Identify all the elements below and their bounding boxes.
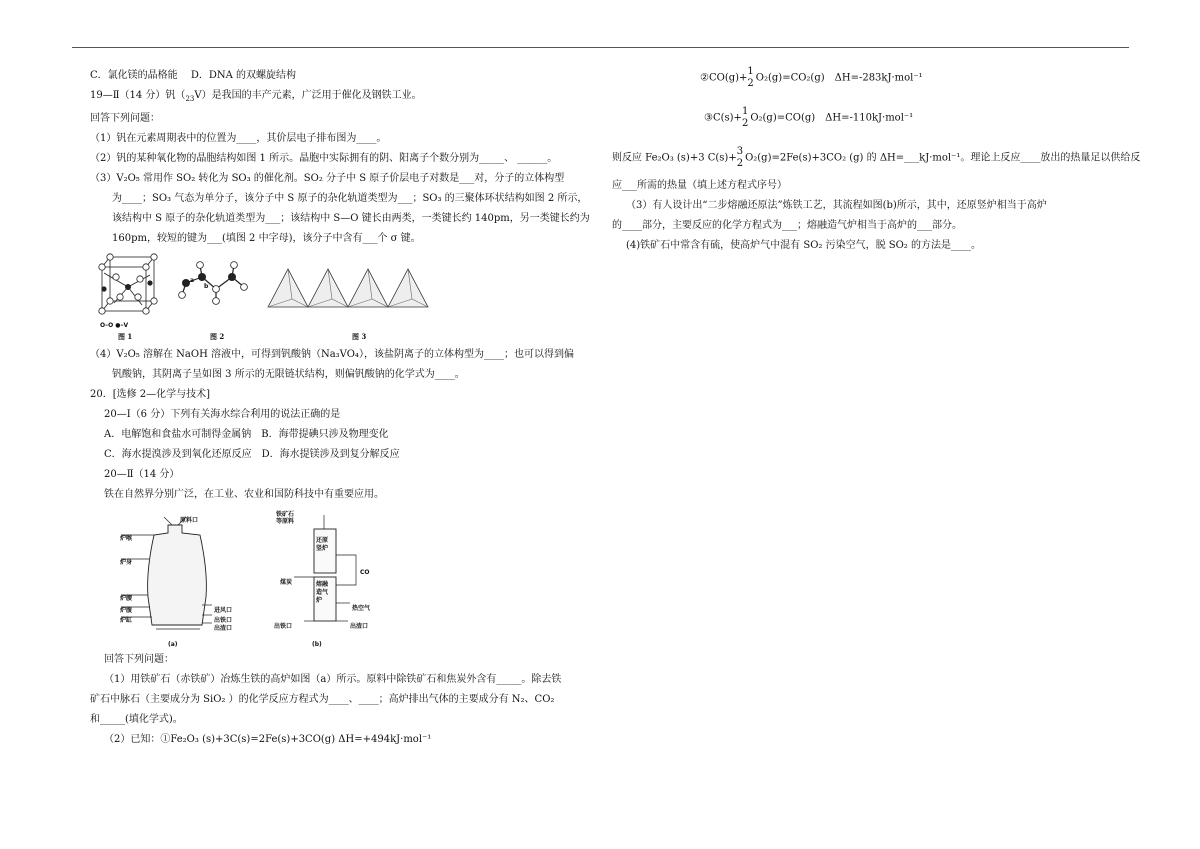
text-line: （3）有人设计出“二步熔融还原法”炼铁工艺，其流程如图(b)所示，其中，还原竖炉相当于高炉 (626, 200, 1047, 211)
text-line: 回答下列问题： (90, 113, 160, 124)
furnace-b-box2: 熔融造气炉 (316, 581, 329, 604)
figure-2-label-a: a (190, 277, 195, 284)
furnace-a-label-top: 原料口 (180, 517, 199, 524)
top-rule (72, 47, 1129, 48)
furnace-b-label-top: 铁矿石 等原料 (276, 511, 295, 525)
text-line: （1）用铁矿石（赤铁矿）冶炼生铁的高炉如图（a）所示。原料中除铁矿石和焦炭外含有_____。除去铁 (104, 674, 562, 685)
text-line: 为____；SO₃ 气态为单分子，该分子中 S 原子的杂化轨道类型为___；SO₃ 的三聚体环状结构如图 2 所示， (112, 193, 588, 204)
furnace-a-label: 出铁口 (214, 617, 233, 624)
equation-4: 则反应 Fe₂O₃ (s)+3 C(s)+ 3 2 O₂(g)=2Fe(s)+3CO₂ (g) 的 ΔH=___kJ·mol⁻¹。理论上反应____放出的热量足以供给反 (612, 146, 1141, 169)
left-column (90, 66, 600, 750)
figure-1-unit-cell (94, 253, 160, 315)
text-line: (4)铁矿石中常含有硫，使高炉气中混有 SO₂ 污染空气，脱 SO₂ 的方法是____。 (626, 240, 981, 251)
furnace-b-co: CO (360, 569, 370, 576)
furnace-b-box1: 还原竖炉 (316, 537, 329, 552)
furnace-b-slag: 出渣口 (350, 623, 369, 630)
figure-a-caption: (a) (168, 641, 178, 648)
furnace-b-coal: 煤炭 (280, 579, 293, 586)
furnace-a-label: 炉缸 (120, 617, 133, 624)
text-line: 回答下列问题： (104, 654, 174, 665)
section-20-heading: 20．[选修 2—化学与技术] (90, 389, 211, 400)
equation-3: ③C(s)+ 1 2 O₂(g)=CO(g) ΔH=-110kJ·mol⁻¹ (704, 106, 914, 129)
furnace-a-label: 炉身 (120, 559, 133, 566)
text-line: 应___所需的热量（填上述方程式序号） (612, 180, 787, 191)
text-line: 和_____(填化学式)。 (90, 714, 183, 725)
option-ab: A．电解饱和食盐水可制得金属钠 B．海带提碘只涉及物理变化 (104, 429, 389, 440)
figure-2-caption: 图 2 (210, 332, 225, 341)
question-19-ii-heading: 19—Ⅱ（14 分）钒$(_{23}V)$是我国的丰产元素，广泛用于催化及钢铁工业。 (90, 90, 422, 103)
text-line: 该结构中 S 原子的杂化轨道类型为___；该结构中 S—O 键长由两类，一类键长约 140pm，另一类键长约为 (112, 213, 590, 224)
figure-1-legend: O–O ●–V (100, 322, 129, 329)
figure-3-caption: 图 3 (352, 332, 367, 341)
furnace-a-label: 炉腹 (120, 607, 133, 614)
text-line: 钒酸钠，其阴离子呈如图 3 所示的无限链状结构，则偏钒酸钠的化学式为____。 (112, 369, 465, 380)
furnace-a-label: 炉腰 (120, 595, 133, 602)
question-20-ii-heading: 20—Ⅱ（14 分） (104, 469, 180, 480)
text-line: （4）V₂O₅ 溶解在 NaOH 溶液中，可得到钒酸钠（Na₃VO₄），该盐阴离子的立体构型为____；也可以得到偏 (90, 349, 574, 360)
crystal-figures (90, 253, 600, 339)
figure-2-so3-trimer (176, 259, 252, 309)
text-line: 铁在自然界分别广泛，在工业、农业和国防科技中有重要应用。 (104, 489, 384, 500)
text-line: C．氯化镁的晶格能 D．DNA 的双螺旋结构 (90, 70, 297, 81)
text-line: 矿石中脉石（主要成分为 SiO₂ ）的化学反应方程式为____、____；高炉排出气体的主要成分有 N₂、CO₂ (90, 694, 555, 705)
text-line: 的____部分，主要反应的化学方程式为___；熔融造气炉相当于高炉的___部分。 (612, 220, 962, 231)
question-20-i: 20—Ⅰ（6 分）下列有关海水综合利用的说法正确的是 (104, 409, 341, 420)
right-column (612, 66, 1141, 256)
equation-2: ②CO(g)+ 1 2 O₂(g)=CO₂(g) ΔH=-283kJ·mol⁻¹ (700, 66, 923, 89)
text-line: （2）钒的某种氧化物的晶胞结构如图 1 所示。晶胞中实际拥有的阴、阳离子个数分别为_____、 ______。 (90, 153, 558, 164)
furnace-b-air: 热空气 (352, 605, 371, 612)
furnace-b-iron: 出铁口 (274, 623, 293, 630)
furnace-a-label: 炉喉 (120, 535, 133, 542)
option-cd: C．海水提溴涉及到氧化还原反应 D．海水提镁涉及到复分解反应 (104, 449, 400, 460)
text-line: （2）已知：①Fe₂O₃ (s)+3C(s)=2Fe(s)+3CO(g) ΔH=+494kJ·mol⁻¹ (104, 734, 432, 745)
text-line: 160pm，较短的键为___(填图 2 中字母)，该分子中含有___个 σ 键。 (112, 233, 421, 244)
furnace-figures (90, 511, 600, 646)
figure-b-caption: (b) (312, 641, 322, 648)
furnace-a-label: 进风口 (214, 607, 233, 614)
figure-1-caption: 图 1 (118, 332, 133, 341)
text-line: （1）钒在元素周期表中的位置为____，其价层电子排布图为____。 (90, 133, 387, 144)
figure-3-tetrahedra-chain (266, 263, 434, 313)
figure-2-label-b: b (204, 283, 209, 290)
furnace-a-label: 出渣口 (214, 625, 233, 632)
text-line: （3）V₂O₅ 常用作 SO₂ 转化为 SO₃ 的催化剂。SO₂ 分子中 S 原子价层电子对数是___对，分子的立体构型 (90, 173, 565, 184)
